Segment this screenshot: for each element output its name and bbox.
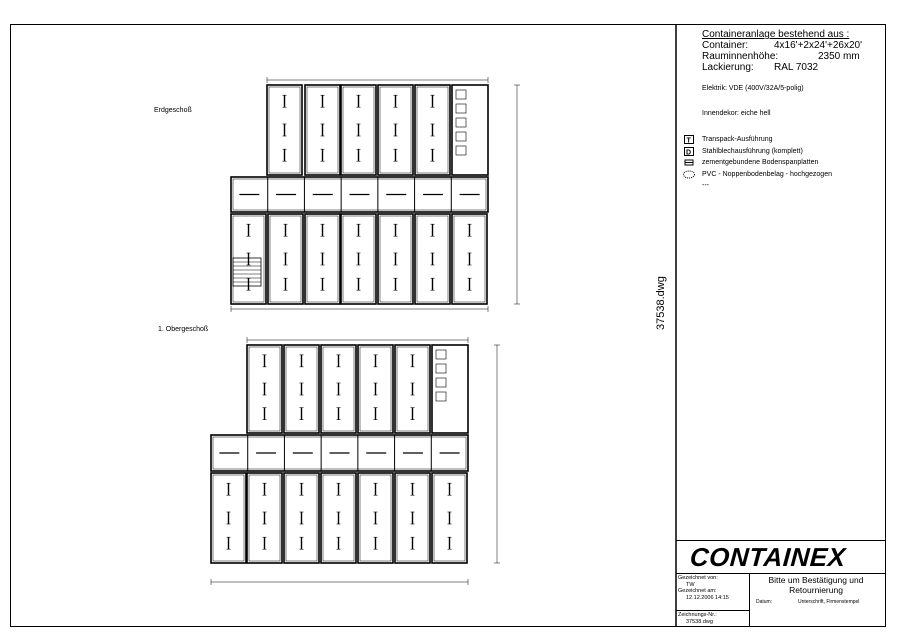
signature-area (676, 574, 886, 627)
spec-label: Rauminnenhöhe: (702, 51, 779, 62)
title-block-title: Containeranlage bestehend aus : (702, 29, 850, 40)
spec-row (702, 40, 862, 51)
legend-text: zementgebundene Bodenspanplatten (702, 159, 819, 166)
legend-item (683, 134, 832, 146)
drawn-by-block (676, 574, 750, 611)
title-block-header (702, 29, 862, 73)
drawing-number: 37538.dwg (686, 618, 713, 625)
floor-label-ground: Erdgeschoß (154, 107, 192, 114)
signature-label: Unterschrift, Firmenstempel (798, 599, 860, 605)
confirm-text: Bitte um Bestätigung und Retournierung (768, 575, 864, 595)
spec-row (702, 51, 862, 62)
legend-item (683, 157, 832, 169)
legend (683, 134, 832, 192)
drawn-on-label: Gezeichnet am: (678, 588, 717, 594)
drawing-number-label: Zeichnungs-Nr.: (678, 612, 717, 618)
spec-label: Container: (702, 40, 749, 51)
legend-item (683, 169, 832, 181)
note-innendekor: Innendekor: eiche hell (702, 110, 771, 117)
note-elektrik: Elektrik: VDE (400V/32A/5-polig) (702, 85, 804, 92)
notes (702, 84, 804, 118)
pvc-floor-icon (683, 170, 695, 179)
containex-logo: CONTAINEX (688, 542, 847, 572)
legend-text: Stahlblechausführung (komplett) (702, 147, 803, 155)
floor-label-upper: 1. Obergeschoß (158, 326, 209, 333)
logo-box (676, 540, 886, 574)
drawn-on: 12.12.2006 14:15 (686, 594, 729, 601)
legend-text: --- (702, 182, 709, 189)
legend-item (683, 146, 832, 158)
spec-row (702, 62, 862, 73)
legend-text: PVC - Noppenbodenbelag - hochgezogen (702, 170, 832, 178)
svg-text:D: D (686, 149, 692, 156)
legend-text: Transpack-Ausführung (702, 136, 773, 143)
transpack-icon (683, 135, 695, 144)
spec-value: 2350 mm (818, 51, 860, 62)
vertical-file-name: 37538.dwg (655, 276, 667, 330)
title-block (676, 24, 886, 627)
sanitary-container (452, 85, 488, 175)
steel-icon (683, 147, 695, 156)
spec-label: Lackierung: (702, 62, 754, 73)
drawing-number-block (676, 611, 750, 627)
legend-item (683, 180, 832, 192)
spec-value: RAL 7032 (774, 62, 819, 73)
drawn-by-label: Gezeichnet von: (678, 575, 718, 581)
spec-value: 4x16'+2x24'+26x20' (774, 40, 863, 51)
svg-text:T: T (686, 137, 691, 145)
sanitary-container (432, 345, 468, 433)
datum-label: Datum: (756, 599, 773, 605)
floorboard-icon (683, 158, 695, 167)
drawn-by: TW (686, 581, 695, 588)
